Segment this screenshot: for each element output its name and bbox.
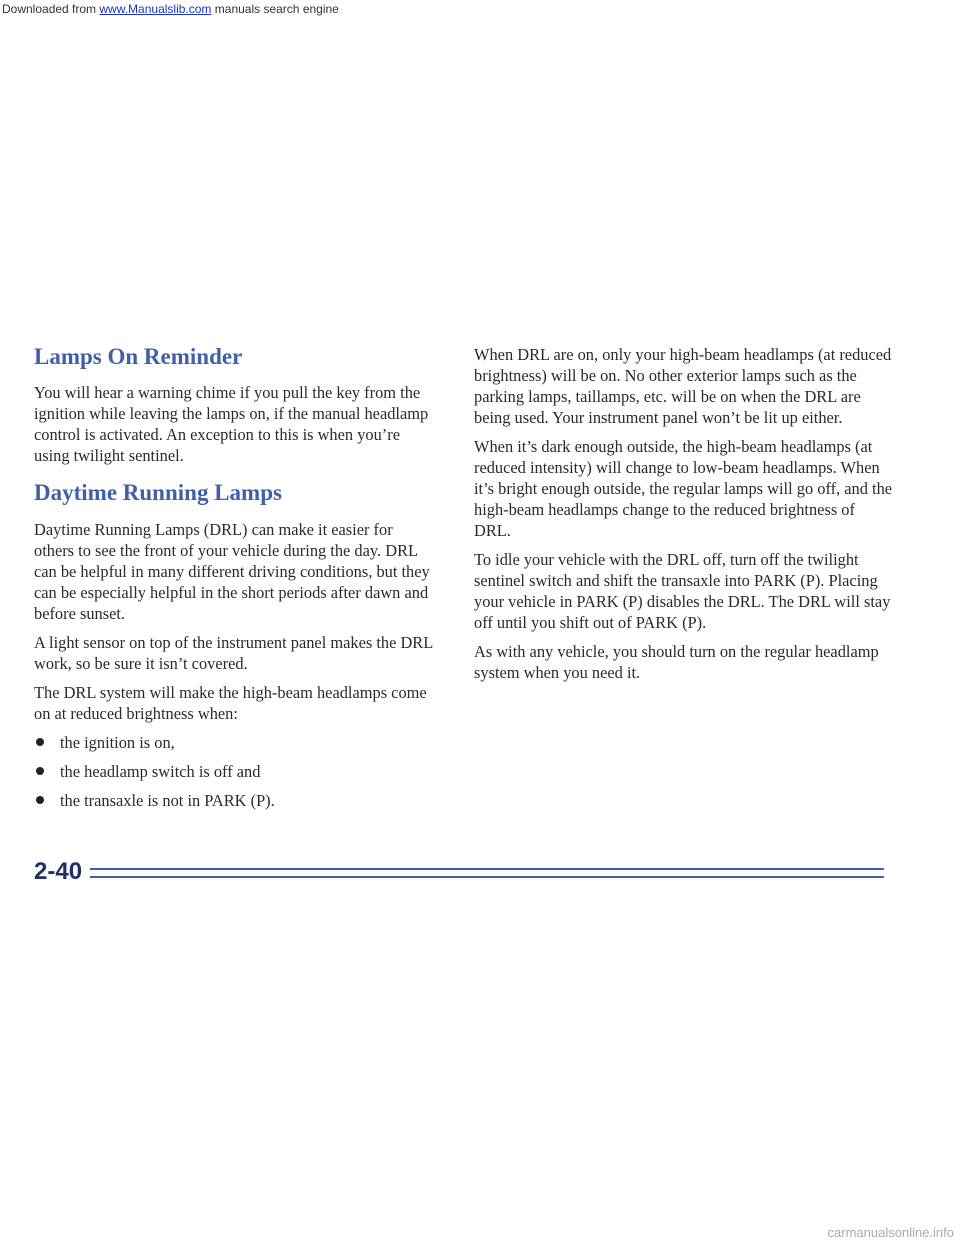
paragraph-idle-vehicle: To idle your vehicle with the DRL off, turn off the twilight sentinel switch and shift the transaxle into PARK (P). Placing your vehicle in PARK (P) disables the DRL. The DRL will stay off until you shift out of PARK (P). xyxy=(474,550,891,632)
download-banner xyxy=(2,2,339,16)
page-footer xyxy=(34,852,884,892)
list-item xyxy=(34,761,434,782)
paragraph-regular-headlamps: As with any vehicle, you should turn on the regular headlamp system when you need it. xyxy=(474,642,879,682)
banner-prefix: Downloaded from xyxy=(2,2,100,16)
watermark: carmanualsonline.info xyxy=(827,1225,954,1240)
footer-rule xyxy=(90,868,884,870)
page-number: 2-40 xyxy=(34,858,83,885)
drl-conditions-list xyxy=(34,732,434,811)
manualslib-link[interactable]: www.Manualslib.com xyxy=(99,2,212,16)
paragraph-lamps-on-reminder: You will hear a warning chime if you pull the key from the ignition while leaving the lamps on, if the manual headlamp control is activated. An exception to this is when you’re using twilight sentinel. xyxy=(34,383,429,466)
right-column xyxy=(474,344,894,691)
paragraph-drl-intro: Daytime Running Lamps (DRL) can make it easier for others to see the front of your vehicle during the day. DRL can be helpful in many different driving conditions, but they can be especially helpful in the short periods after dawn and before sunset. xyxy=(34,519,430,623)
paragraph-drl-conditions: The DRL system will make the high-beam headlamps come on at reduced brightness when: xyxy=(34,682,427,723)
bullet-icon xyxy=(36,796,44,804)
paragraph-drl-on: When DRL are on, only your high-beam headlamps (at reduced brightness) will be on. No other exterior lamps such as the parking lamps, taillamps, etc. will be on when the DRL are being used. Your instrument panel won’t be lit up either. xyxy=(474,345,892,427)
banner-suffix: manuals search engine xyxy=(211,2,339,16)
footer-rule-secondary xyxy=(90,876,884,878)
paragraph-dark-outside: When it’s dark enough outside, the high-beam headlamps (at reduced intensity) will change to low-beam headlamps. When it’s bright enough outside, the regular lamps will go off, and the high-beam headlamps change to the reduced brightness of DRL. xyxy=(474,437,893,540)
heading-daytime-running-lamps: Daytime Running Lamps xyxy=(34,480,282,506)
bullet-icon xyxy=(36,738,44,746)
list-item-text: the ignition is on, xyxy=(60,732,175,752)
bullet-icon xyxy=(36,767,44,775)
paragraph-light-sensor: A light sensor on top of the instrument panel makes the DRL work, so be sure it isn’t covered. xyxy=(34,632,433,673)
list-item xyxy=(34,790,434,811)
heading-lamps-on-reminder: Lamps On Reminder xyxy=(34,344,243,369)
list-item xyxy=(34,732,434,753)
list-item-text: the transaxle is not in PARK (P). xyxy=(60,790,275,810)
left-column xyxy=(34,344,434,819)
list-item-text: the headlamp switch is off and xyxy=(60,761,261,781)
